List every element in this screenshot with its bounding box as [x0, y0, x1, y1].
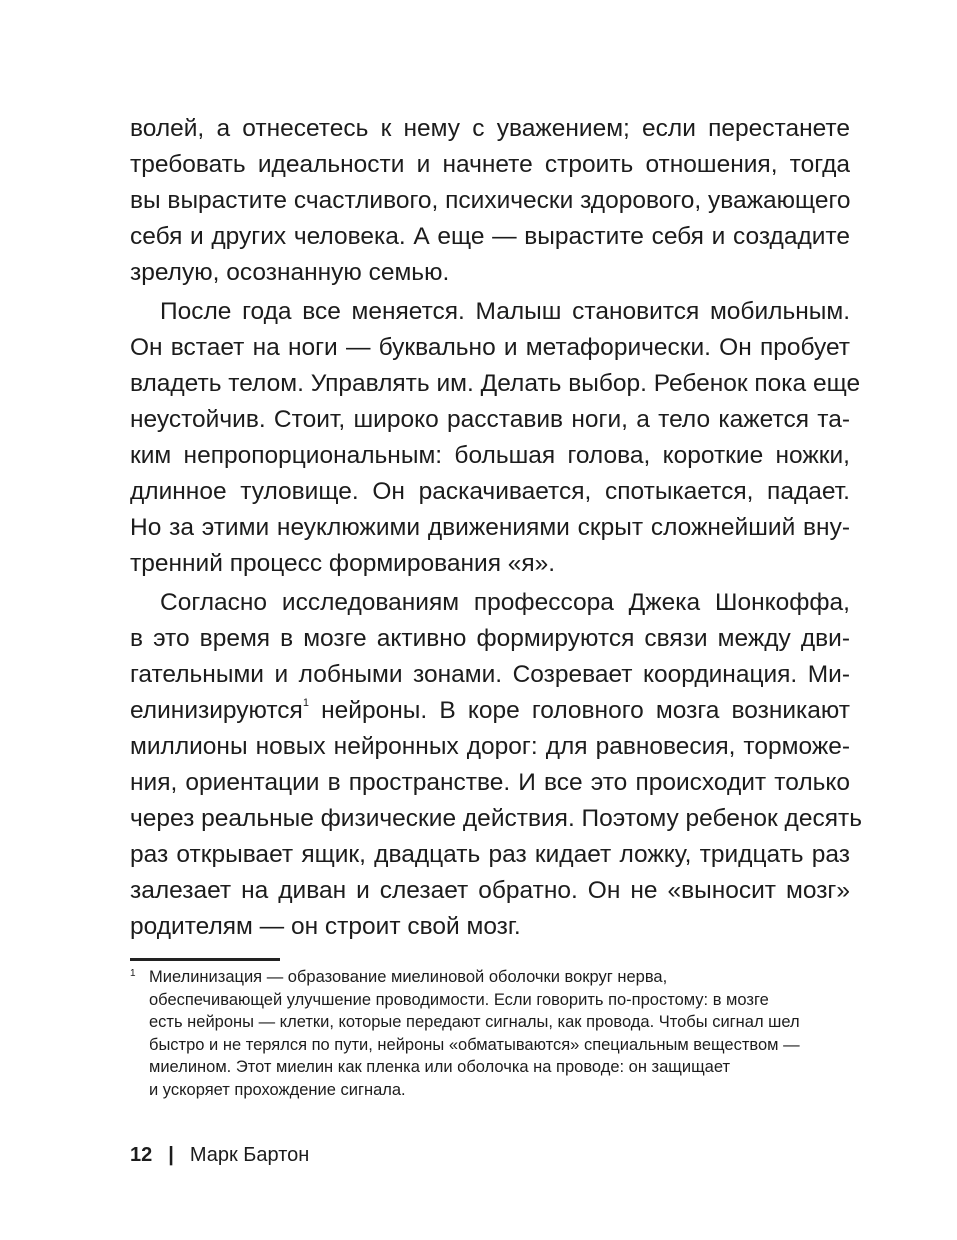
footnote-marker: 1	[130, 968, 136, 979]
text-line: ким непропорциональным: большая голова, короткие ножки,	[130, 442, 850, 469]
footnote-line: обеспечивающей улучшение проводимости. Если говорить по-простому: в мозге	[149, 990, 769, 1009]
author-name: Марк Бартон	[189, 1144, 310, 1166]
footnote-line: Миелинизация — образование миелиновой оболочки вокруг нерва,	[149, 968, 668, 986]
footnote	[130, 966, 850, 1102]
text-line: себя и других человека. А еще — вырастите себя и создадите	[130, 223, 850, 250]
text-line: зрелую, осознанную семью.	[130, 259, 450, 286]
page-footer	[130, 1144, 309, 1167]
footnote-line: есть нейроны — клетки, которые передают сигналы, как провода. Чтобы сигнал шел	[149, 1013, 800, 1032]
paragraph	[130, 585, 862, 945]
text-line: вы вырастите счастливого, психически здорового, уважающего	[130, 187, 851, 214]
text-line: Но за этими неуклюжими движениями скрыт сложнейший вну-	[130, 514, 850, 541]
text-line: требовать идеальности и начнете строить отношения, тогда	[130, 151, 850, 178]
text-line: Он встает на ноги — буквально и метафорически. Он пробует	[130, 334, 850, 361]
footnote-line: и ускоряет прохождение сигнала.	[149, 1080, 406, 1099]
paragraph	[130, 111, 850, 291]
text-line: гательными и лобными зонами. Созревает координация. Ми-	[130, 661, 850, 688]
text-line: миллионы новых нейронных дорог: для равновесия, торможе-	[130, 733, 850, 760]
paragraph	[130, 294, 861, 582]
text-line: неустойчив. Стоит, широко расставив ноги, а тело кажется та-	[130, 406, 850, 433]
text-line: раз открывает ящик, двадцать раз кидает ложку, тридцать раз	[130, 841, 850, 868]
text-line: залезает на диван и слезает обратно. Он не «выносит мозг»	[130, 877, 850, 904]
text-line: волей, а отнесетесь к нему с уважением; если перестанете	[130, 115, 850, 142]
text-line: в это время в мозге активно формируются связи между дви-	[130, 625, 850, 652]
text-line	[130, 693, 850, 729]
footnote-line: миелином. Этот миелин как пленка или оболочка на проводе: он защищает	[149, 1058, 731, 1077]
text-line: После года все меняется. Малыш становится мобильным.	[160, 298, 850, 325]
text-fragment: нейроны. В коре головного мозга возникают	[321, 697, 850, 724]
text-line: тренний процесс формирования «я».	[130, 550, 556, 577]
footer-separator: |	[168, 1144, 174, 1166]
text-line: владеть телом. Управлять им. Делать выбор. Ребенок пока еще	[130, 370, 861, 397]
text-line: ния, ориентации в пространстве. И все это происходит только	[130, 769, 850, 796]
text-line: через реальные физические действия. Поэтому ребенок десять	[130, 805, 862, 832]
footnote-line: быстро и не терялся по пути, нейроны «обматываются» специальным веществом —	[149, 1035, 800, 1054]
footnote-reference[interactable]: 1	[302, 696, 309, 709]
footnote-divider	[130, 958, 280, 961]
text-line: длинное туловище. Он раскачивается, спотыкается, падает.	[130, 478, 850, 505]
text-fragment: елинизируются	[130, 697, 303, 724]
text-line: Согласно исследованиям профессора Джека Шонкоффа,	[160, 589, 850, 616]
text-line: родителям — он строит свой мозг.	[130, 913, 521, 940]
body-text	[130, 111, 862, 945]
page-number: 12	[130, 1144, 153, 1166]
